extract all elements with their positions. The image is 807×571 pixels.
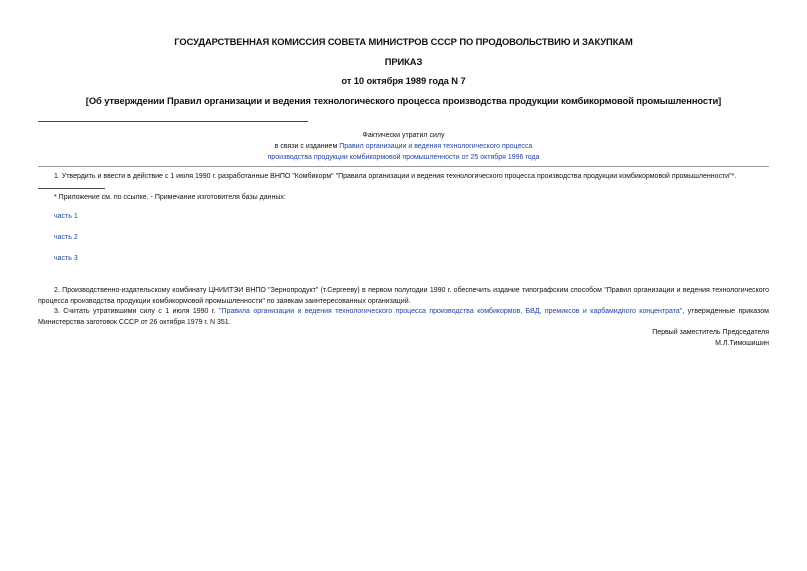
item-2: 2. Производственно-издательскому комбинату ЦНИИТЭИ ВНПО "Зернопродукт" (т.Сергееву) в первом полугодии 1990 г. обеспечить издание типографским способом "Правил организации и ведения технологического процесса производства продукции комбикормовой промышленности" по заявкам заинтересованных организаций.: [38, 287, 769, 305]
footnote: * Приложение см. по ссылке. - Примечание изготовителя базы данных:: [54, 194, 286, 201]
document-type: ПРИКАЗ: [384, 56, 423, 67]
item-3-prefix: 3. Считать утратившими силу с 1 июля 1990 г.: [54, 308, 219, 315]
status-reference-line-2: [0, 153, 807, 163]
item-3: [38, 307, 769, 328]
document-subject: [Об утверждении Правил организации и ведения технологического процесса производства продукции комбикормовой промышленности]: [85, 95, 722, 106]
status-reference-line: [0, 142, 807, 152]
signature-block: [652, 327, 769, 349]
status-note: Фактически утратил силу: [362, 132, 445, 139]
signatory-name: М.Л.Тимошишин: [715, 340, 769, 347]
issuing-agency: ГОСУДАРСТВЕННАЯ КОМИССИЯ СОВЕТА МИНИСТРОВ СССР ПО ПРОДОВОЛЬСТВИЮ И ЗАКУПКАМ: [174, 36, 633, 47]
superseding-document-link[interactable]: Правил организации и ведения технологического процесса: [339, 143, 533, 150]
repealed-rules-link[interactable]: "Правила организации и ведения технологического процесса производства комбикормов, БВД, премиксов и карбамидного концентрата": [218, 308, 683, 315]
part-1-link[interactable]: часть 1: [54, 213, 78, 220]
divider-status: [38, 166, 769, 167]
status-prefix: в связи с изданием: [274, 143, 340, 150]
footnote-divider: [38, 188, 105, 189]
document-date: от 10 октября 1989 года N 7: [341, 75, 466, 86]
superseding-document-link-cont[interactable]: производства продукции комбикормовой промышленности от 25 октября 1996 года: [267, 154, 540, 161]
part-3-link[interactable]: часть 3: [54, 255, 78, 262]
signatory-position: Первый заместитель Председателя: [652, 329, 769, 336]
part-2-link[interactable]: часть 2: [54, 234, 78, 241]
item-3-suffix: , утвержденные приказом Министерства заготовок СССР от 26 октября 1979 г. N 351.: [38, 308, 769, 326]
item-1: 1. Утвердить и ввести в действие с 1 июля 1990 г. разработанные ВНПО "Комбикорм" "Правила организации и ведения технологического процесса производства продукции комбикормовой промышленности"*.: [54, 173, 737, 180]
divider-top: [38, 121, 308, 122]
